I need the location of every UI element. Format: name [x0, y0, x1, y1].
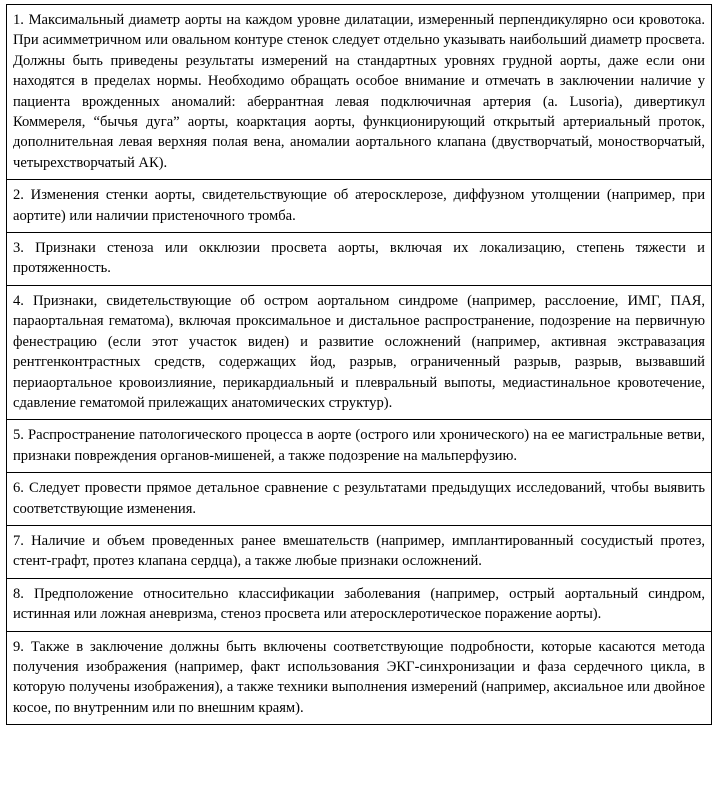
item-5-text: 5. Распространение патологического процесса в аорте (острого или хронического) на ее магистральные ветви, признаки повреждения органов-мишеней, а также подозрение на мальперфузию.: [13, 427, 705, 464]
table-row: [7, 525, 712, 578]
table-row: [7, 631, 712, 725]
table-row: [7, 578, 712, 631]
table-cell: [7, 420, 712, 473]
table-cell: [7, 233, 712, 286]
item-3-text: 3. Признаки стеноза или окклюзии просвета аорты, включая их локализацию, степень тяжести и протяженность.: [13, 240, 705, 277]
table-cell: [7, 180, 712, 233]
table-row: [7, 420, 712, 473]
item-4-text: 4. Признаки, свидетельствующие об остром аортальном синдроме (например, расслоение, ИМГ, ПАЯ, параортальная гематома), включая проксимальное и дистальное распространение, подозрение на первичную фенестрацию (если этот участок виден) и развитие осложнений (например, активная экстравазация рентгенконтрастных средств, содержащих йод, разрыв, ограниченный разрыв, разрыв, вызвавший периаортальное кровоизлияние, перикардиальный и плевральный выпоты, медиастинальное кровотечение, сдавление гематомой прилежащих анатомических структур).: [13, 292, 705, 411]
item-1-text: 1. Максимальный диаметр аорты на каждом уровне дилатации, измеренный перпендикулярно оси кровотока. При асимметричном или овальном контуре стенок следует отдельно указывать наибольший диаметр просвета. Должны быть приведены результаты измерений на стандартных уровнях грудной аорты, даже если они находятся в пределах нормы. Необходимо обращать особое внимание и отмечать в заключении наличие у пациента врожденных аномалий: аберрантная левая подключичная артерия (a. Lusoria), дивертикул Коммереля, “бычья дуга” аорты, коарктация аорты, функционирующий открытый артериальный проток, дополнительная левая верхняя полая вена, аномалии аортального клапана (двустворчатый, моностворчатый, четырехстворчатый АК).: [13, 12, 705, 171]
table-row: [7, 180, 712, 233]
table-cell: [7, 578, 712, 631]
table-row: [7, 5, 712, 180]
table-cell: [7, 631, 712, 725]
table-cell: [7, 525, 712, 578]
item-8-text: 8. Предположение относительно классификации заболевания (например, острый аортальный синдром, истинная или ложная аневризма, стеноз просвета или атеросклеротическое поражение аорты).: [13, 585, 705, 623]
item-6-text: 6. Следует провести прямое детальное сравнение с результатами предыдущих исследований, чтобы выявить соответствующие изменения.: [13, 480, 705, 517]
table-cell: [7, 285, 712, 419]
item-9-text: 9. Также в заключение должны быть включены соответствующие подробности, которые касаются метода получения изображения (например, факт использования ЭКГ-синхронизации и фаза сердечного цикла, в которую получены изображения), а также техники выполнения измерений (например, аксиальное или двойное косое, по внутренним или по внешним краям).: [13, 638, 705, 716]
report-requirements-table: [6, 4, 712, 725]
item-7-text: 7. Наличие и объем проведенных ранее вмешательств (например, имплантированный сосудистый протез, стент-графт, протез клапана сердца), а также любые признаки осложнений.: [13, 532, 705, 570]
table-cell: [7, 473, 712, 526]
table-row: [7, 473, 712, 526]
table-cell: [7, 5, 712, 180]
table-row: [7, 233, 712, 286]
table-row: [7, 285, 712, 419]
item-2-text: 2. Изменения стенки аорты, свидетельствующие об атеросклерозе, диффузном утолщении (например, при аортите) или наличии пристеночного тромба.: [13, 187, 705, 224]
